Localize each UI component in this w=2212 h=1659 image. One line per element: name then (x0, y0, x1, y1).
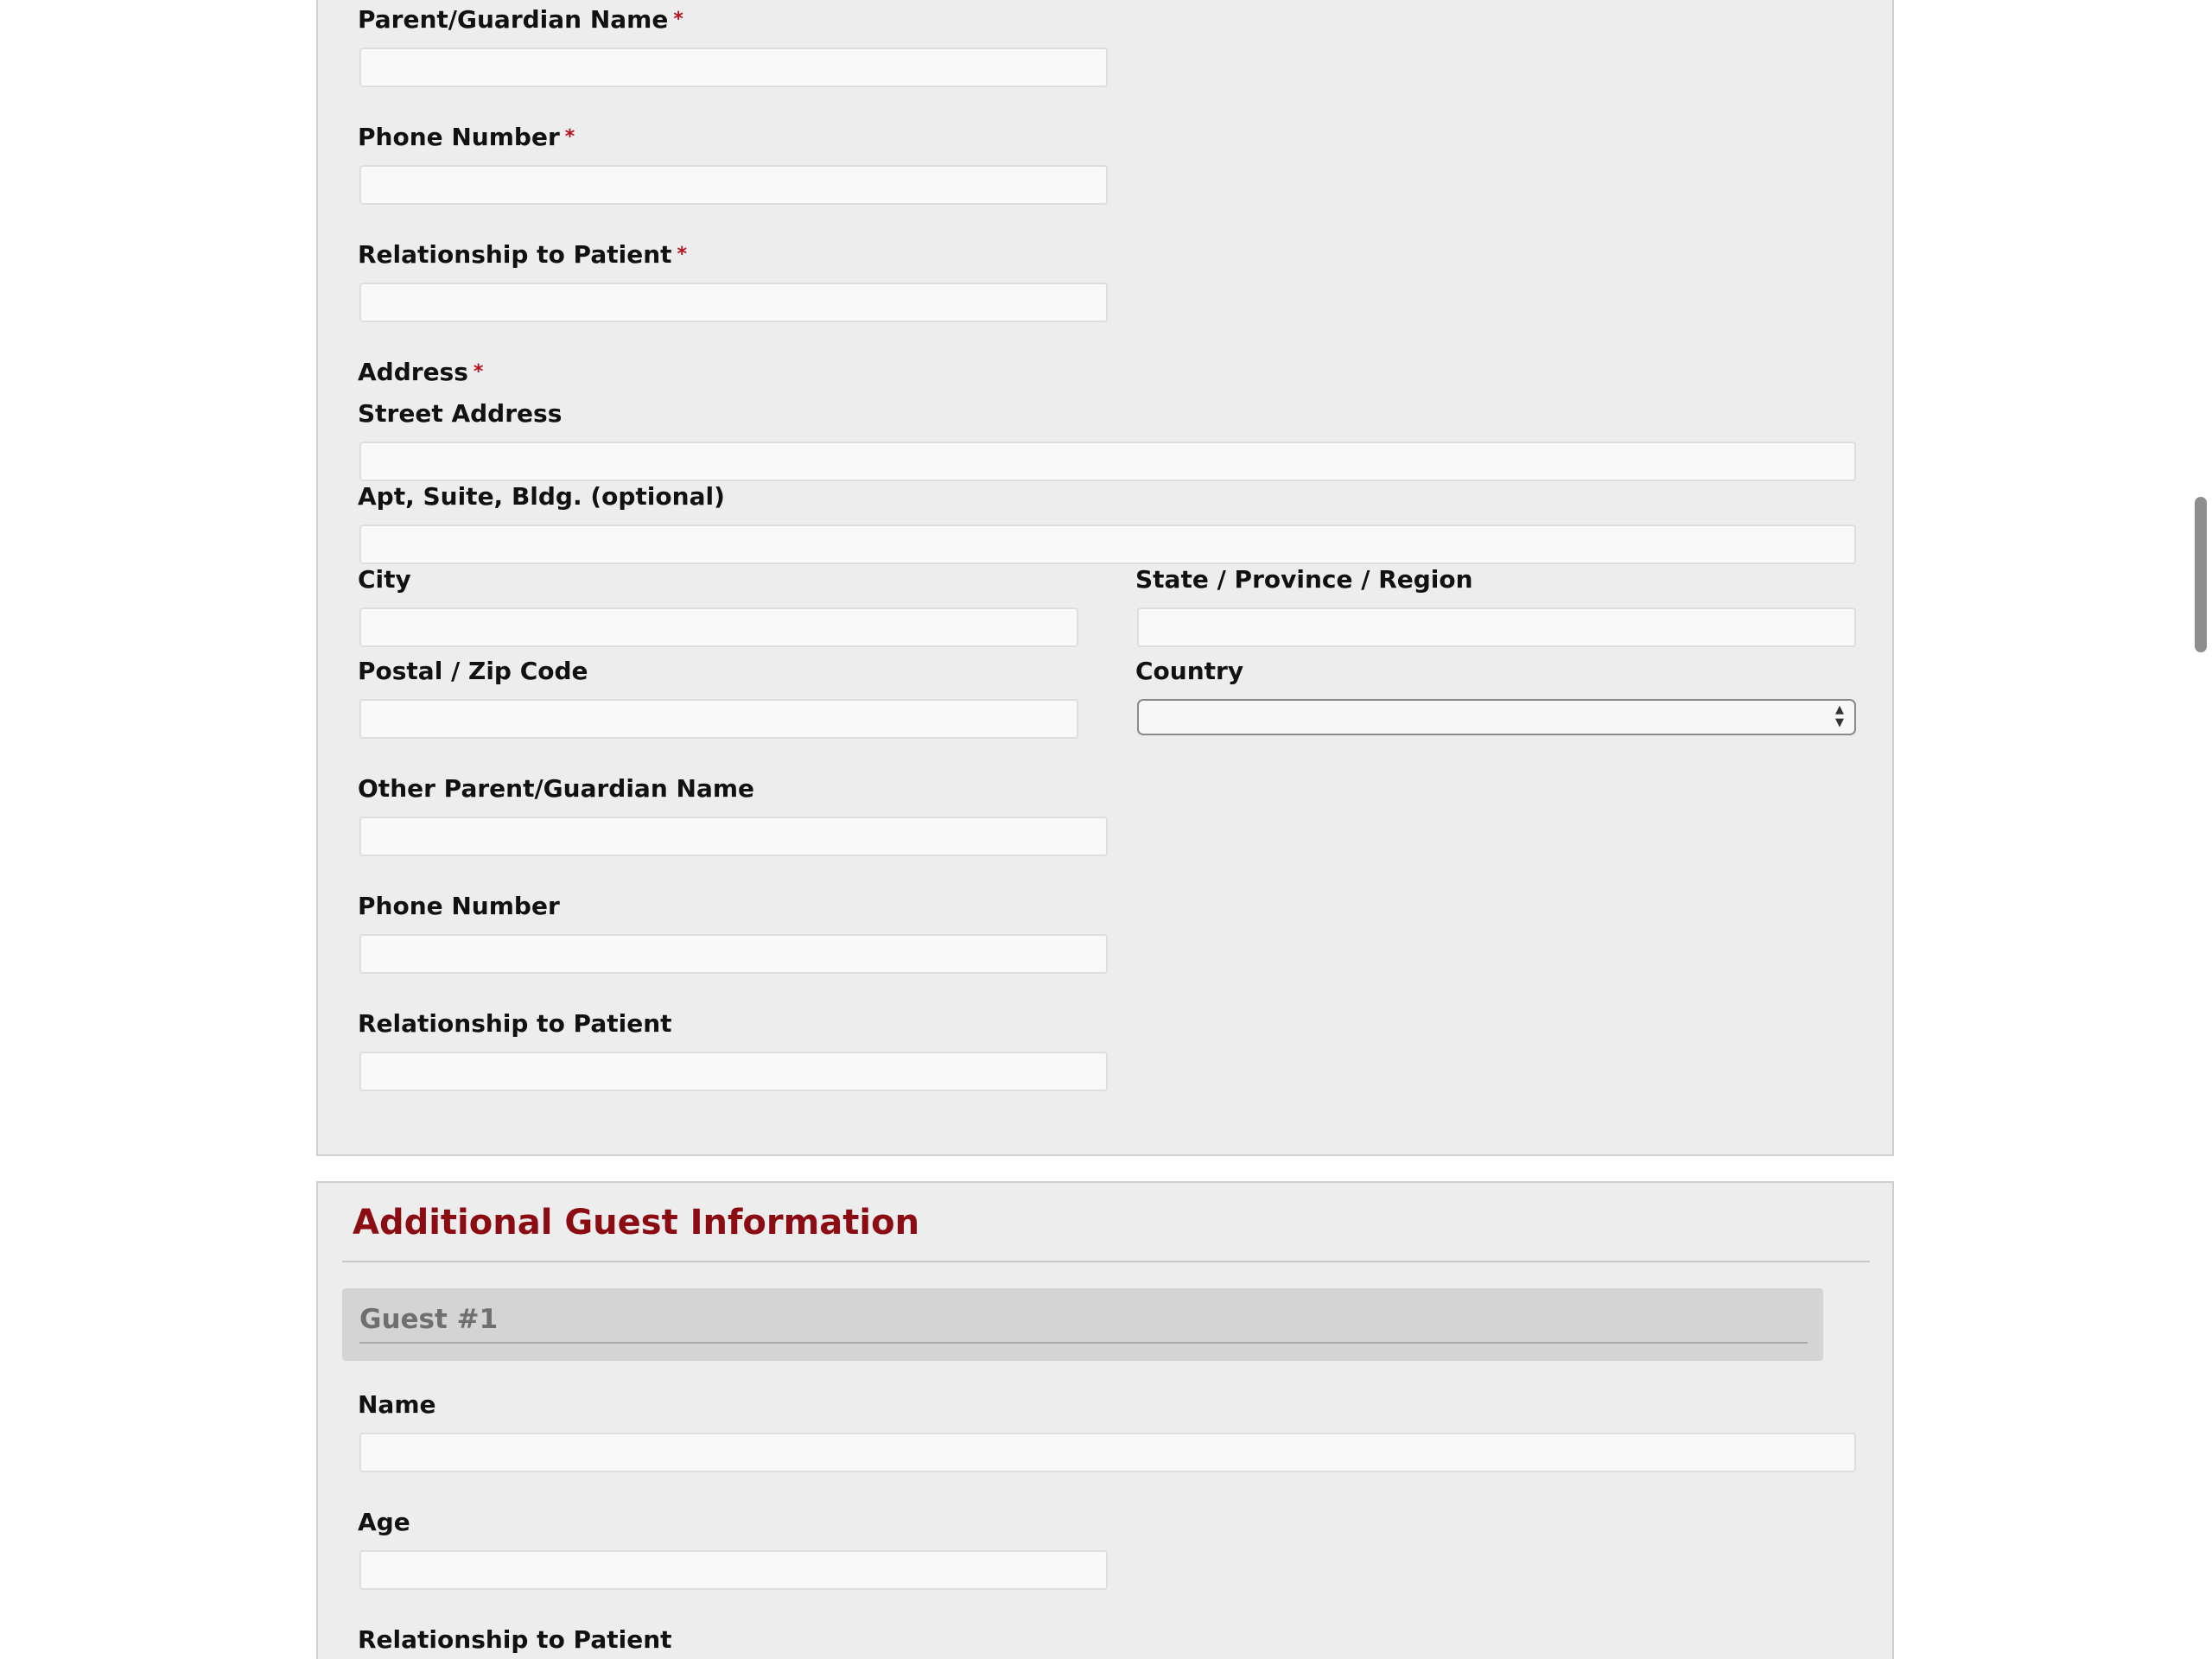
guardian-phone-input[interactable] (359, 165, 1108, 205)
address-label: Address * (358, 358, 484, 386)
guest-age-input[interactable] (359, 1550, 1108, 1590)
guardian-info-card (316, 0, 1894, 1156)
required-marker: * (673, 9, 683, 30)
guest-relationship-label: Relationship to Patient (358, 1625, 672, 1654)
postal-code-input[interactable] (359, 699, 1078, 739)
other-guardian-relationship-input[interactable] (359, 1052, 1108, 1091)
vertical-scrollbar-thumb[interactable] (2195, 497, 2207, 652)
other-guardian-name-label: Other Parent/Guardian Name (358, 774, 755, 803)
guardian-relationship-input[interactable] (359, 283, 1108, 322)
street-address-label: Street Address (358, 399, 563, 428)
guardian-name-label: Parent/Guardian Name * (358, 5, 683, 34)
guardian-phone-label: Phone Number * (358, 123, 575, 151)
guest-heading-divider (359, 1342, 1808, 1344)
required-marker: * (564, 126, 575, 148)
state-label: State / Province / Region (1135, 565, 1473, 594)
other-guardian-phone-input[interactable] (359, 934, 1108, 974)
select-arrows-icon: ▲ ▼ (1835, 703, 1844, 729)
apt-suite-label: Apt, Suite, Bldg. (optional) (358, 482, 725, 511)
other-guardian-relationship-label: Relationship to Patient (358, 1009, 672, 1038)
state-input[interactable] (1137, 607, 1856, 647)
guardian-relationship-label: Relationship to Patient * (358, 240, 688, 269)
section-divider (342, 1261, 1870, 1262)
apt-suite-input[interactable] (359, 524, 1856, 564)
guardian-name-input[interactable] (359, 48, 1108, 87)
street-address-input[interactable] (359, 442, 1856, 481)
other-guardian-phone-label: Phone Number (358, 892, 560, 920)
guest-age-label: Age (358, 1508, 410, 1536)
postal-code-label: Postal / Zip Code (358, 657, 588, 685)
other-guardian-name-input[interactable] (359, 817, 1108, 856)
guest-info-card (316, 1181, 1894, 1659)
country-select[interactable] (1137, 699, 1856, 735)
required-marker: * (677, 244, 688, 265)
city-input[interactable] (359, 607, 1078, 647)
guest-heading: Guest #1 (359, 1304, 499, 1335)
country-label: Country (1135, 657, 1244, 685)
guest-name-input[interactable] (359, 1433, 1856, 1472)
guest-heading-bar (342, 1288, 1823, 1361)
required-marker: * (473, 361, 484, 383)
section-title: Additional Guest Information (353, 1203, 920, 1243)
city-label: City (358, 565, 411, 594)
guest-name-label: Name (358, 1390, 436, 1419)
